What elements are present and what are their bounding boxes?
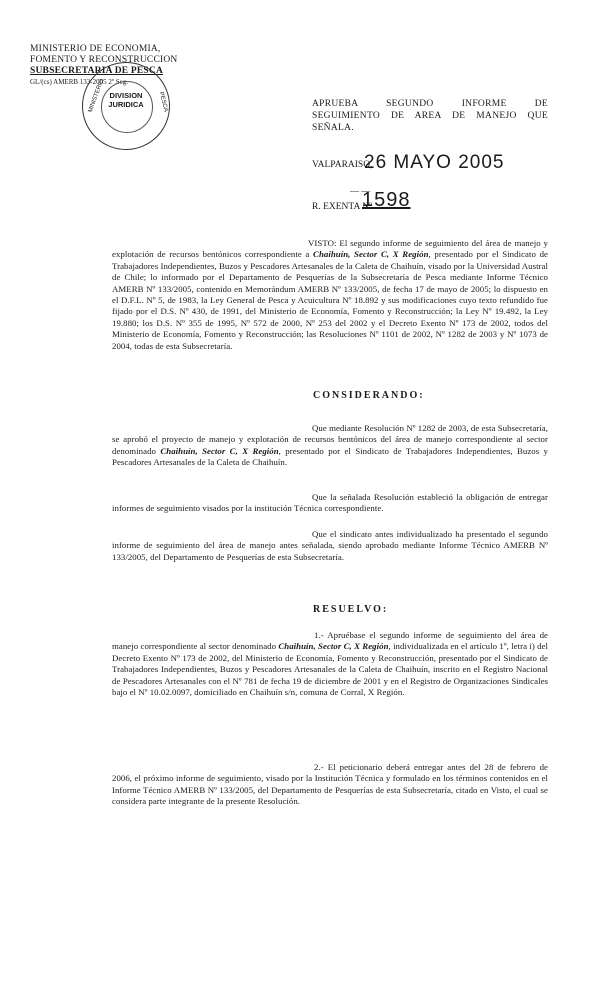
subject-line1: APRUEBA SEGUNDO INFORME DE: [312, 99, 548, 109]
place-label: VALPARAISO,: [312, 160, 373, 170]
stamp-line2: JURIDICA: [108, 100, 144, 109]
stamp-arc-left: MINISTERIO: [87, 78, 106, 114]
resuelvo-heading: RESUELVO:: [313, 604, 389, 615]
stamped-date: 26 MAYO 2005: [364, 152, 505, 173]
date-separator: — —: [350, 186, 371, 196]
stamp-line1: DIVISION: [109, 91, 143, 100]
visto-text-a: El segundo informe de seguimiento del área de manejo y explotación de recursos bentónicos correspondiente a: [112, 238, 548, 260]
resolution-label: R. EXENTA Nº: [312, 202, 372, 212]
ministry-name-line1: MINISTERIO DE ECONOMIA,: [30, 44, 161, 54]
resuelvo-paragraph-2: 2.- El peticionario deberá entregar antes del 28 de febrero de 2006, el próximo informe de seguimiento, visado por la Institución Técnica y formulado en los términos contenidos en el Informe Técnico AMERB Nº 133/2005, del Departamento de Pesquerías de esta Subsecretaría, citado en Visto, el cual se considera parte integrante de la presente Resolución.: [112, 762, 548, 807]
division-juridica-stamp: [82, 62, 170, 150]
stamp-center-text: [93, 91, 159, 109]
ministry-name-line2: FOMENTO Y RECONSTRUCCION: [30, 55, 178, 65]
resuelvo-p1-text-a: 1.- Apruébase el segundo informe de seguimiento del área de manejo correspondiente al sector denominado: [112, 630, 548, 652]
resuelvo-paragraph-1: [112, 630, 548, 698]
considerando-p1-text-a: Que mediante Resolución Nº 1282 de 2003, de esta Subsecretaría, se aprobó el proyecto de manejo y explotación de recursos bentónicos del área de manejo correspondiente al sector denominado: [112, 423, 548, 456]
reference-code: GL/(cs) AMERB 133-2005 2º Seg.: [30, 78, 129, 86]
resuelvo-p1-text-b: , individualizada en el artículo 1º, letra i) del Decreto Exento Nº 173 de 2002, del Ministerio de Economía, Fomento y Reconstrucción, presentado por el Sindicato de Trabajadores Independientes, Buzos y Pescadores Artesanales de la Caleta de Chaihuín, inscrito en el Registro Nacional de Pescadores Artesanales con el Nº 781 de fecha 19 de diciembre de 2001 y en el Registro de Organizaciones Sindicales bajo el Nº 10.02.0097, domiciliado en Chaihuín s/n, comuna de Corral, X Región.: [112, 641, 548, 698]
considerando-heading: CONSIDERANDO:: [313, 390, 425, 401]
visto-paragraph: [112, 238, 548, 352]
considerando-paragraph-2: Que la señalada Resolución estableció la obligación de entregar informes de seguimiento visados por la institución Técnica correspondiente.: [112, 492, 548, 514]
resolution-subject: [312, 98, 548, 134]
considerando-paragraph-3: Que el sindicato antes individualizado ha presentado el segundo informe de seguimiento del área de manejo antes señalada, siendo aprobado mediante Informe Técnico AMERB Nº 133/2005, del Departamento de Pesquerías de esta Subsecretaría.: [112, 529, 548, 562]
resuelvo-p1-area-name: Chaihuín, Sector C, X Región: [278, 641, 389, 652]
visto-lead: VISTO:: [308, 238, 337, 248]
visto-text-b: , presentado por el Sindicato de Trabajadores Independientes, Buzos y Pescadores Artesanales de la Caleta de Chaihuín, visado por la Universidad Austral de Chile; lo informado por el Departamento de Pesquerías de la Subsecretaría de Pesca mediante Informe Técnico AMERB Nº 133/2005, contenido en Memorándum AMERB Nº 133/2005, de fecha 17 de mayo de 2005; lo dispuesto en el D.F.L. Nº 5, de 1983, la Ley General de Pesca y Acuicultura Nº 18.892 y sus modificaciones cuyo texto refundido fue fijado por el D.S. Nº 430, de 1991, del Ministerio de Economía, Fomento y Reconstrucción; la Ley Nº 19.492, la Ley 19.880; los D.S. Nº 355 de 1995, Nº 572 de 2000, Nº 253 del 2002 y el Decreto Exento Nº 173 de 2002, todos del Ministerio de Economía, Fomento y Reconstrucción; las Resoluciones Nº 1101 de 2002, Nº 1282 de 2003 y Nº 1073 de 2004, todas de esta Subsecretaría.: [112, 249, 548, 351]
visto-area-name: Chaihuín, Sector C, X Región: [313, 249, 429, 260]
considerando-p1-area-name: Chaihuín, Sector C, X Región: [160, 445, 279, 456]
considerando-paragraph-1: [112, 423, 548, 469]
subject-line3: SEÑALA.: [312, 123, 354, 133]
subsecretaria-name: SUBSECRETARIA DE PESCA: [30, 66, 164, 76]
considerando-p1-text-b: , presentado por el Sindicato de Trabajadores Independientes, Buzos y Pescadores Artesanales de la Caleta de Chaihuín.: [112, 445, 548, 468]
resolution-number: 1598: [362, 189, 411, 211]
stamp-arc-right: PESCA: [157, 91, 169, 113]
subject-line2: SEGUIMIENTO DE AREA DE MANEJO QUE: [312, 111, 548, 121]
